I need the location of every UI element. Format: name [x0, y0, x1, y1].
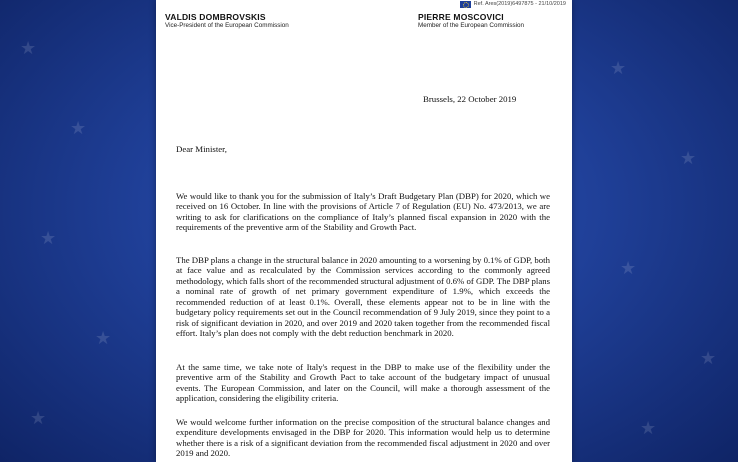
- body-paragraph: At the same time, we take note of Italy's request in the DBP to make use of the flexibility under the preventive arm of the Stability and Growth Pact to take account of the budgetary impact of unusual events. The European Commission, and later on the Council, will make a thorough assessment of the application, considering the eligibility criteria.: [176, 361, 550, 404]
- signatory-name: PIERRE MOSCOVICI: [418, 12, 504, 22]
- star-icon: ★: [680, 148, 697, 169]
- star-icon: ★: [40, 228, 57, 249]
- signatory-name: VALDIS DOMBROVSKIS: [165, 12, 266, 22]
- salutation: Dear Minister,: [176, 144, 227, 154]
- body-paragraph: The DBP plans a change in the structural balance in 2020 amounting to a worsening by 0.1% of GDP, both at face value and as recalculated by the Commission services according to the commonly agreed methodology, which falls short of the recommended structural adjustment of 0.6% of GDP. The DBP plans a nominal rate of growth of net primary government expenditure of 1.9%, which exceeds the recommended reduction of at least 0.1%. Overall, these elements appear not to be in line with the budgetary policy requirements set out in the Council recommendation of 9 July 2019, since they point to a risk of significant deviation in 2020, and over 2019 and 2020 taken together from the recommended fiscal effort. Italy’s plan does not comply with the debt reduction benchmark in 2020.: [176, 254, 550, 339]
- reference-number: Ref. Ares(2019)6497875 - 21/10/2019: [473, 1, 566, 7]
- star-icon: ★: [20, 38, 37, 59]
- star-icon: ★: [70, 118, 87, 139]
- document-reference: [460, 0, 566, 8]
- eu-flag-icon: [460, 1, 471, 8]
- body-paragraph: We would like to thank you for the submission of Italy’s Draft Budgetary Plan (DBP) for 2020, which we received on 16 October. In line with the provisions of Article 7 of Regulation (EU) No. 473/2013, we are writing to ask for clarifications on the compliance of Italy’s planned fiscal expansion in 2020 with the requirements of the preventive arm of the Stability and Growth Pact.: [176, 190, 550, 233]
- star-icon: ★: [610, 58, 627, 79]
- signatory-title: Vice-President of the European Commission: [165, 22, 289, 29]
- star-icon: ★: [620, 258, 637, 279]
- star-icon: ★: [95, 328, 112, 349]
- letter-page: [156, 0, 572, 462]
- star-icon: ★: [640, 418, 657, 439]
- signatory-left: [165, 12, 289, 30]
- place-and-date: Brussels, 22 October 2019: [423, 94, 517, 104]
- star-icon: ★: [700, 348, 717, 369]
- body-paragraph: We would welcome further information on the precise composition of the structural balance changes and expenditure developments envisaged in the DBP for 2020. This information would help us to determine whether there is a risk of a significant deviation from the recommended fiscal adjustment in 2020 and over 2019 and 2020.: [176, 416, 550, 459]
- signatory-title: Member of the European Commission: [418, 22, 525, 29]
- star-icon: ★: [30, 408, 47, 429]
- signatory-right: [418, 12, 524, 30]
